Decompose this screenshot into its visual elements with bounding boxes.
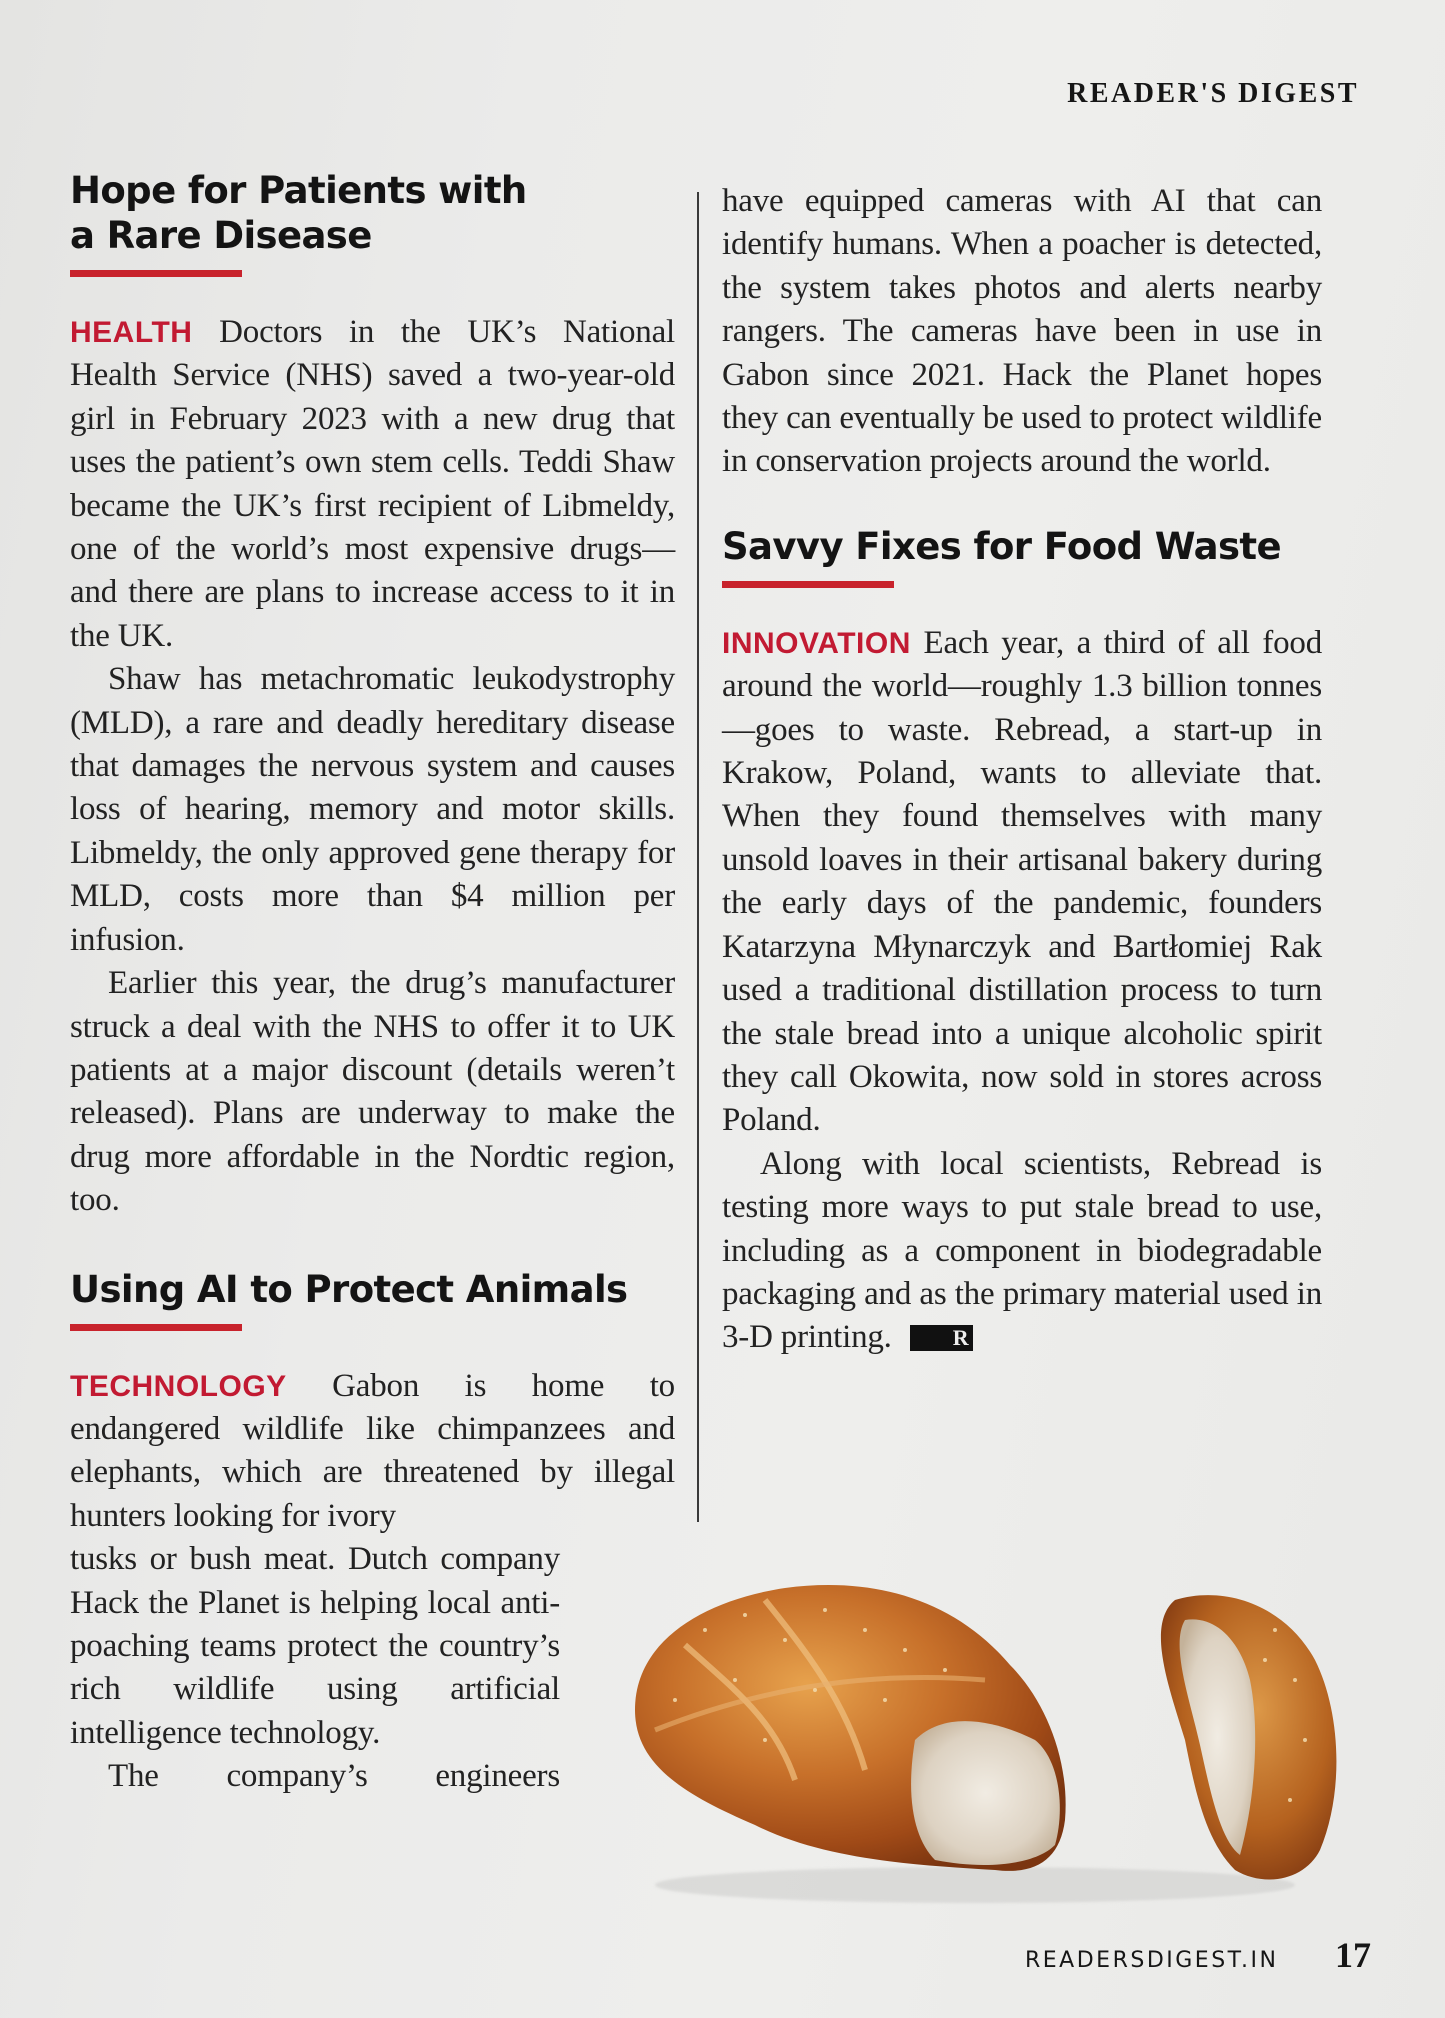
bread-illustration xyxy=(615,1570,1370,1915)
article-rare-disease xyxy=(70,168,675,1223)
paragraph-continued: have equipped cameras with AI that can identify humans. When a poacher is detected, the system takes photos and alerts nearby rangers. The cameras have been in use in Gabon since 2021. Hack the Planet hopes they can eventually be used to protect wildlife in conservation projects around the world. xyxy=(722,183,1322,480)
article-food-waste xyxy=(722,524,1322,1360)
paragraph: HEALTH Doctors in the UK’s National Health Service (NHS) saved a two-year-old girl in February 2023 with a new drug that uses the patient’s own stem cells. Teddi Shaw became the UK’s first recipient of Libmeldy, one of the world’s most expensive drugs—and there are plans to increase access to it in the UK. xyxy=(70,314,675,654)
end-mark-icon: R xyxy=(910,1325,974,1351)
paragraph: Shaw has metachromatic leukodystrophy (MLD), a rare and deadly hereditary disease that damages the nervous system and causes loss of hearing, memory and motor skills. Libmeldy, the only approved gene therapy for MLD, costs more than $4 million per infusion. xyxy=(70,661,675,958)
section-kicker: TECHNOLOGY xyxy=(70,1369,287,1403)
section-kicker: INNOVATION xyxy=(722,626,911,660)
headline-rule xyxy=(70,1324,242,1331)
paragraph: TECHNOLOGY Gabon is home to endangered wildlife like chimpanzees and elephants, which are threatened by illegal hunters looking for ivory xyxy=(70,1367,675,1534)
headline: Using AI to Protect Animals xyxy=(70,1267,628,1311)
article-ai-animals xyxy=(70,1267,675,1799)
paragraph: Earlier this year, the drug’s manufacturer struck a deal with the NHS to offer it to UK patients at a major discount (details weren’t released). Plans are underway to make the drug more affordable in the Nordtic region, too. xyxy=(70,965,675,1219)
paragraph: Along with local scientists, Rebread is testing more ways to put stale bread to use, including as a component in biodegradable packaging and as the primary material used in 3-D printing. R xyxy=(722,1145,1322,1356)
paragraph: The company’s engineers xyxy=(108,1758,560,1795)
paragraph: INNOVATION Each year, a third of all food around the world—roughly 1.3 billion tonnes—goes to waste. Rebread, a start-up in Krakow, Poland, wants to alleviate that. When they found themselves with many unsold loaves in their artisanal bakery during the early days of the pandemic, founders Katarzyna Młynarczyk and Bartłomiej Rak used a traditional distillation process to turn the stale bread into a unique alcoholic spirit they call Okowita, now sold in stores across Poland. xyxy=(722,624,1322,1139)
footer-website: READERSDIGEST.IN xyxy=(1025,1948,1279,1973)
bread-image xyxy=(615,1570,1370,1915)
left-column xyxy=(70,168,675,1799)
paragraph: tusks or bush meat. Dutch company Hack the Planet is helping local anti-poaching teams protect the country’s rich wildlife using artificial intelligence technology. xyxy=(70,1541,560,1751)
headline-rule xyxy=(70,270,242,277)
section-kicker: HEALTH xyxy=(70,316,193,349)
running-head: READER'S DIGEST xyxy=(1067,78,1359,109)
column-divider xyxy=(697,192,699,1522)
headline-rule xyxy=(722,581,894,588)
headline: Savvy Fixes for Food Waste xyxy=(722,524,1281,568)
right-column xyxy=(722,180,1322,1360)
page-number: 17 xyxy=(1335,1935,1371,1975)
headline: Hope for Patients with a Rare Disease xyxy=(70,169,527,257)
